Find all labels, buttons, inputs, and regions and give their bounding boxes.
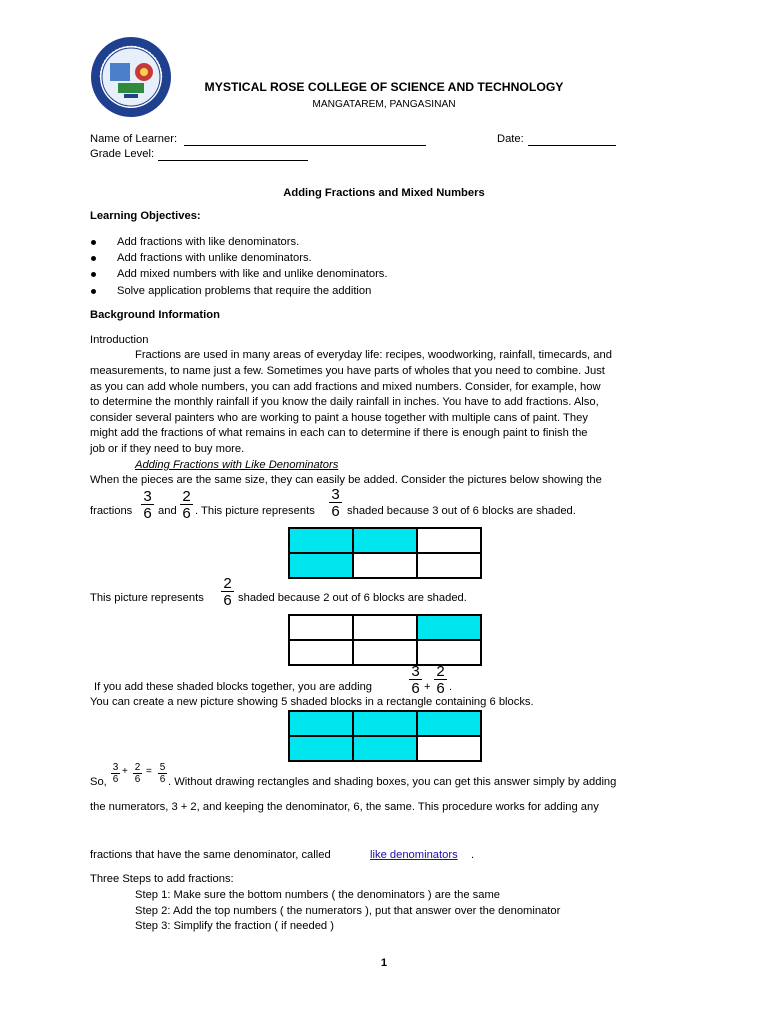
fraction-three-sixths: $\frac{3}{6}$	[112, 762, 119, 785]
fraction-three-sixths: $\frac{3}{6}$	[141, 489, 154, 521]
step-item: Step 1: Make sure the bottom numbers ( the denominators ) are the same	[135, 889, 501, 901]
name-label: Name of Learner:	[90, 133, 178, 145]
background-heading: Background Information	[90, 309, 220, 321]
empty-block	[417, 528, 481, 553]
fraction-three-sixths: $\frac{3}{6}$	[409, 664, 422, 696]
shaded-block	[417, 615, 481, 640]
page-title: Adding Fractions and Mixed Numbers	[283, 187, 485, 199]
like-denominators-subheading: Adding Fractions with Like Denominators	[135, 459, 339, 471]
equals-sign: =	[146, 766, 152, 777]
shaded-block	[353, 528, 417, 553]
fraction-two-sixths: $\frac{2}{6}$	[134, 762, 141, 785]
date-label: Date:	[497, 133, 524, 145]
body-text: shaded because 3 out of 6 blocks are shaded.	[347, 505, 576, 517]
objectives-heading: Learning Objectives:	[90, 210, 201, 222]
empty-block	[353, 640, 417, 665]
fraction-two-sixths: $\frac{2}{6}$	[434, 664, 447, 696]
paragraph-line: as you can add whole numbers, you can add fractions and mixed numbers. Consider, for example, how	[90, 381, 601, 393]
body-line: When the pieces are the same size, they can easily be added. Consider the pictures below showing the	[90, 474, 602, 486]
shaded-block	[289, 736, 353, 761]
objective-item: Add fractions with unlike denominators.	[117, 252, 312, 264]
bullet-icon	[91, 272, 96, 277]
introduction-label: Introduction	[90, 334, 149, 346]
step-item: Step 3: Simplify the fraction ( if needed )	[135, 920, 334, 932]
empty-block	[289, 640, 353, 665]
fraction-two-sixths: $\frac{2}{6}$	[180, 489, 193, 521]
plus-sign: +	[122, 766, 128, 777]
paragraph-line: consider several painters who are working to paint a house together with multiple cans of paint. They	[90, 412, 588, 424]
objective-item: Solve application problems that require the addition	[117, 285, 372, 297]
shaded-block	[289, 528, 353, 553]
empty-block	[353, 615, 417, 640]
date-field[interactable]	[528, 145, 616, 146]
objective-item: Add fractions with like denominators.	[117, 236, 300, 248]
bullet-icon	[91, 256, 96, 261]
fraction-five-sixths: $\frac{5}{6}$	[159, 762, 166, 785]
fraction-grid	[288, 710, 482, 762]
body-text: So,	[90, 776, 107, 788]
school-name: MYSTICAL ROSE COLLEGE OF SCIENCE AND TECHNOLOGY	[204, 80, 564, 94]
shaded-block	[353, 711, 417, 736]
like-denominators-link[interactable]: like denominators	[370, 849, 458, 861]
fraction-three-sixths: $\frac{3}{6}$	[329, 487, 342, 519]
school-location: MANGATAREM, PANGASINAN	[312, 99, 456, 110]
grade-label: Grade Level:	[90, 148, 155, 160]
paragraph-line: job or if they need to buy more.	[90, 443, 245, 455]
paragraph-line: to determine the monthly rainfall if you know the daily rainfall in inches. You have to add fractions. Also,	[90, 396, 599, 408]
paragraph-line: Fractions are used in many areas of everyday life: recipes, woodworking, rainfall, timecards, and	[135, 349, 612, 361]
body-line: You can create a new picture showing 5 shaded blocks in a rectangle containing 6 blocks.	[90, 696, 534, 708]
body-text: This picture represents	[90, 592, 204, 604]
body-text: fractions that have the same denominator, called	[90, 849, 331, 861]
body-text: .	[449, 681, 453, 693]
objective-item: Add mixed numbers with like and unlike denominators.	[117, 268, 388, 280]
body-text: . This picture represents	[195, 505, 315, 517]
shaded-block	[289, 553, 353, 578]
bullet-icon	[91, 240, 96, 245]
body-text: shaded because 2 out of 6 blocks are shaded.	[238, 592, 467, 604]
paragraph-line: might add the fractions of what remains in each can to determine if there is enough paint to finish the	[90, 427, 588, 439]
shaded-block	[353, 736, 417, 761]
plus-sign: +	[424, 681, 431, 693]
paragraph-line: measurements, to name just a few. Sometimes you have parts of wholes that you need to combine. Just	[90, 365, 605, 377]
empty-block	[289, 615, 353, 640]
name-field[interactable]	[184, 145, 426, 146]
body-text: . Without drawing rectangles and shading boxes, you can get this answer simply by adding	[168, 776, 617, 788]
shaded-block	[417, 711, 481, 736]
fraction-grid	[288, 527, 482, 579]
steps-heading: Three Steps to add fractions:	[90, 873, 234, 885]
bullet-icon	[91, 289, 96, 294]
grade-field[interactable]	[158, 160, 308, 161]
fraction-two-sixths: $\frac{2}{6}$	[221, 576, 234, 608]
page-number: 1	[380, 957, 388, 969]
empty-block	[353, 553, 417, 578]
empty-block	[417, 736, 481, 761]
shaded-block	[289, 711, 353, 736]
body-line: the numerators, 3 + 2, and keeping the denominator, 6, the same. This procedure works for adding any	[90, 801, 599, 813]
fraction-grid	[288, 614, 482, 666]
step-item: Step 2: Add the top numbers ( the numerators ), put that answer over the denominator	[135, 905, 561, 917]
body-text: fractions	[90, 505, 133, 517]
empty-block	[417, 553, 481, 578]
body-text: .	[471, 849, 475, 861]
body-text: If you add these shaded blocks together, you are adding	[94, 681, 373, 693]
body-text: and	[158, 505, 177, 517]
empty-block	[417, 640, 481, 665]
